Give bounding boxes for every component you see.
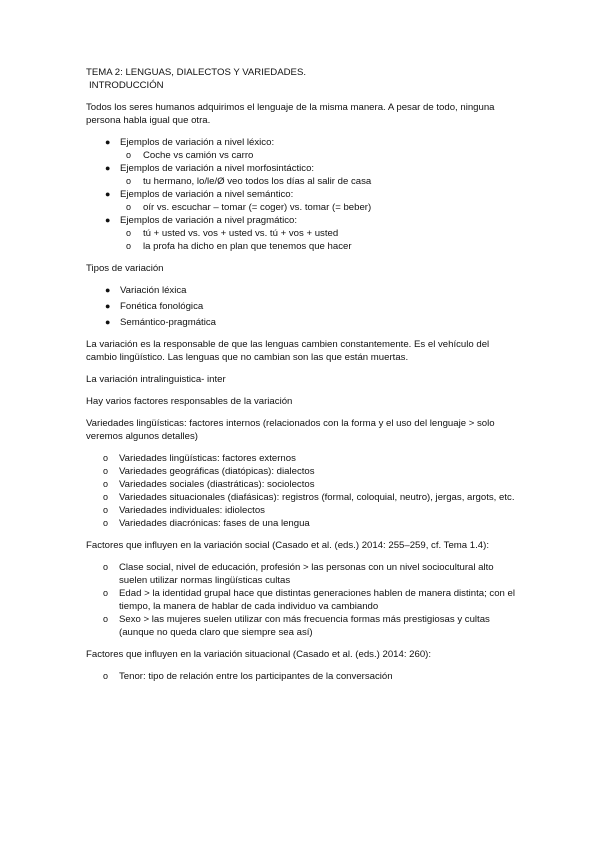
list-item: ● Variación léxica bbox=[105, 285, 187, 296]
list-item: o Variedades sociales (diastráticas): sociolectos bbox=[103, 479, 315, 490]
list-item: o Tenor: tipo de relación entre los participantes de la conversación bbox=[103, 671, 393, 682]
bullet-icon: ● bbox=[105, 285, 111, 295]
list-item: o Variedades geográficas (diatópicas): dialectos bbox=[103, 466, 315, 477]
circle-bullet-icon: o bbox=[103, 671, 109, 681]
circle-bullet-icon: o bbox=[126, 176, 132, 186]
list-item: o Variedades diacrónicas: fases de una lengua bbox=[103, 518, 310, 529]
bullet-icon: ● bbox=[105, 317, 111, 327]
circle-bullet-icon: o bbox=[103, 479, 109, 489]
list-item: ● Ejemplos de variación a nivel léxico: bbox=[105, 137, 275, 148]
examples-list bbox=[86, 136, 516, 253]
sub-list-item: o la profa ha dicho en plan que tenemos que hacer bbox=[126, 241, 352, 252]
circle-bullet-icon: o bbox=[126, 228, 132, 238]
list-item: ● Semántico-pragmática bbox=[105, 317, 216, 328]
circle-bullet-icon: o bbox=[103, 492, 109, 502]
paragraph: La variación es la responsable de que las lenguas cambien constantemente. Es el vehículo del cambio lingüístico. Las lenguas que no cambian son las que están muertas. bbox=[86, 339, 490, 363]
situacional-factors-list bbox=[86, 670, 516, 683]
paragraph: Variedades lingüísticas: factores internos (relacionados con la forma y el uso del lenguaje > solo veremos algunos detalles) bbox=[86, 418, 495, 442]
sub-list-item: o tu hermano, lo/le/Ø veo todos los días al salir de casa bbox=[126, 176, 372, 187]
sub-list-item: o oír vs. escuchar – tomar (= coger) vs. tomar (= beber) bbox=[126, 202, 372, 213]
circle-bullet-icon: o bbox=[103, 466, 109, 476]
bullet-icon: ● bbox=[105, 215, 111, 225]
bullet-icon: ● bbox=[105, 189, 111, 199]
list-item: o Sexo > las mujeres suelen utilizar con más frecuencia formas más prestigiosas y cultas (aunque no queda claro que siempre sea así) bbox=[103, 614, 490, 638]
list-item: ● Ejemplos de variación a nivel morfosintáctico: bbox=[105, 163, 315, 174]
circle-bullet-icon: o bbox=[126, 150, 132, 160]
list-item: o Variedades situacionales (diafásicas): registros (formal, coloquial, neutro), jergas, argots, etc. bbox=[103, 492, 515, 503]
tipos-list bbox=[86, 284, 516, 329]
list-item: ● Ejemplos de variación a nivel pragmático: bbox=[105, 215, 298, 226]
tipos-heading: Tipos de variación bbox=[86, 263, 164, 274]
circle-bullet-icon: o bbox=[103, 518, 109, 528]
paragraph: La variación intralinguistica- inter bbox=[86, 374, 226, 385]
social-heading: Factores que influyen en la variación social (Casado et al. (eds.) 2014: 255–259, cf. Tema 1.4): bbox=[86, 540, 489, 551]
list-item: o Clase social, nivel de educación, profesión > las personas con un nivel sociocultural alto suelen utilizar normas lingüísticas cultas bbox=[103, 562, 494, 586]
list-item: ● Ejemplos de variación a nivel semántico: bbox=[105, 189, 294, 200]
document-title: TEMA 2: LENGUAS, DIALECTOS Y VARIEDADES. bbox=[86, 67, 307, 78]
circle-bullet-icon: o bbox=[103, 562, 109, 572]
bullet-icon: ● bbox=[105, 301, 111, 311]
circle-bullet-icon: o bbox=[103, 453, 109, 463]
social-factors-list bbox=[86, 561, 516, 639]
list-item: o Edad > la identidad grupal hace que distintas generaciones hablen de manera distinta; con el tiempo, la manera de hablar de cada individuo va cambiando bbox=[103, 588, 516, 612]
sub-list-item: o Coche vs camión vs carro bbox=[126, 150, 254, 161]
circle-bullet-icon: o bbox=[126, 202, 132, 212]
sub-list-item: o tú + usted vs. vos + usted vs. tú + vos + usted bbox=[126, 228, 339, 239]
bullet-icon: ● bbox=[105, 163, 111, 173]
paragraph: Hay varios factores responsables de la variación bbox=[86, 396, 293, 407]
list-item: o Variedades lingüísticas: factores externos bbox=[103, 453, 296, 464]
intro-paragraph: Todos los seres humanos adquirimos el lenguaje de la misma manera. A pesar de todo, ninguna persona habla igual que otra. bbox=[86, 102, 495, 126]
circle-bullet-icon: o bbox=[103, 614, 109, 624]
list-item: ● Fonética fonológica bbox=[105, 301, 204, 312]
circle-bullet-icon: o bbox=[126, 241, 132, 251]
document-page bbox=[86, 66, 516, 683]
situacional-heading: Factores que influyen en la variación situacional (Casado et al. (eds.) 2014: 260): bbox=[86, 649, 432, 660]
variedades-list bbox=[86, 452, 516, 530]
bullet-icon: ● bbox=[105, 137, 111, 147]
circle-bullet-icon: o bbox=[103, 588, 109, 598]
section-heading: INTRODUCCIÓN bbox=[89, 80, 164, 91]
list-item: o Variedades individuales: idiolectos bbox=[103, 505, 265, 516]
circle-bullet-icon: o bbox=[103, 505, 109, 515]
